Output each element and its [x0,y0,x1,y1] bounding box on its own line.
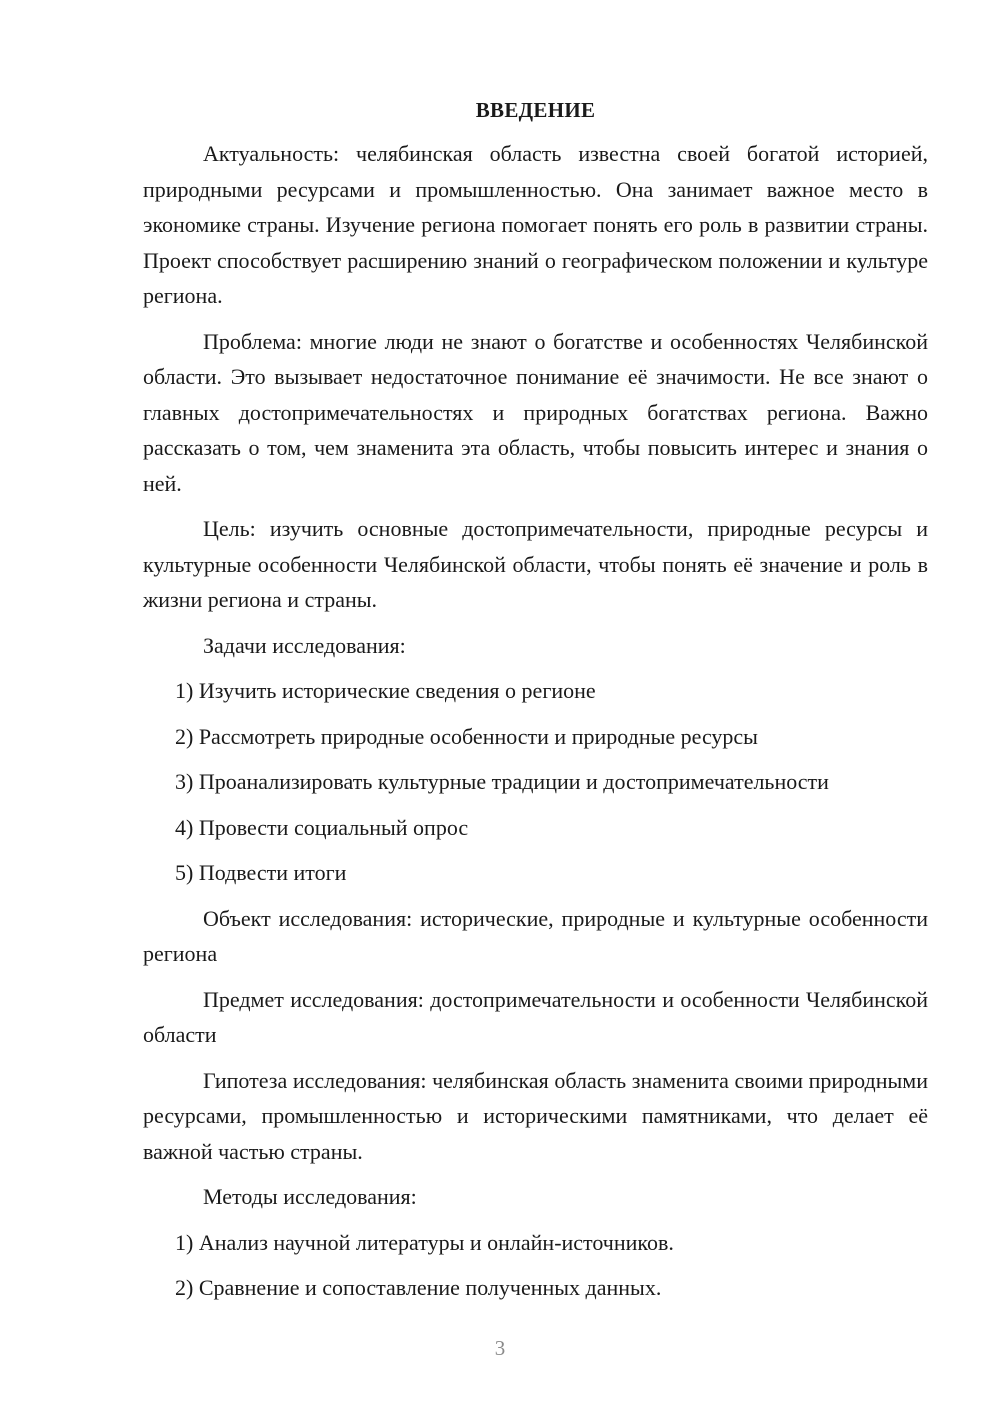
hypothesis-paragraph: Гипотеза исследования: челябинская область знаменита своими природными ресурсами, промышленностью и историческими памятниками, что делает её важной частью страны. [143,1067,928,1164]
relevance-paragraph: Актуальность: челябинская область известна своей богатой историей, природными ресурсами и промышленностью. Она занимает важное место в экономике страны. Изучение региона помогает понять его роль в развитии страны. Проект способствует расширению знаний о географическом положении и культуре региона. [143,141,928,308]
list-item: 5) Подвести итоги [175,860,347,885]
list-item: 2) Рассмотреть природные особенности и природные ресурсы [175,723,758,749]
methods-list [143,1225,928,1306]
page-number: 3 [494,1336,506,1360]
document-body [143,94,928,1316]
list-item: 1) Изучить исторические сведения о регионе [175,678,596,703]
section-title: ВВЕДЕНИЕ [475,98,596,122]
list-item: 4) Провести социальный опрос [175,814,469,840]
tasks-list [143,673,928,891]
goal-paragraph: Цель: изучить основные достопримечательности, природные ресурсы и культурные особенности Челябинской области, чтобы понять её значение и роль в жизни региона и страны. [143,516,928,612]
tasks-heading: Задачи исследования: [203,632,406,658]
subject-paragraph: Предмет исследования: достопримечательности и особенности Челябинской области [143,986,928,1047]
list-item: 2) Сравнение и сопоставление полученных данных. [175,1275,662,1300]
object-paragraph: Объект исследования: исторические, природные и культурные особенности региона [143,905,928,966]
list-item: 1) Анализ научной литературы и онлайн-источников. [175,1229,674,1255]
problem-paragraph: Проблема: многие люди не знают о богатстве и особенностях Челябинской области. Это вызывает недостаточное понимание её значимости. Не все знают о главных достопримечательностях и природных богатствах региона. Важно рассказать о том, чем знаменита эта область, чтобы повысить интерес и знания о ней. [143,328,928,496]
methods-heading: Методы исследования: [203,1184,417,1209]
list-item: 3) Проанализировать культурные традиции и достопримечательности [175,769,829,794]
